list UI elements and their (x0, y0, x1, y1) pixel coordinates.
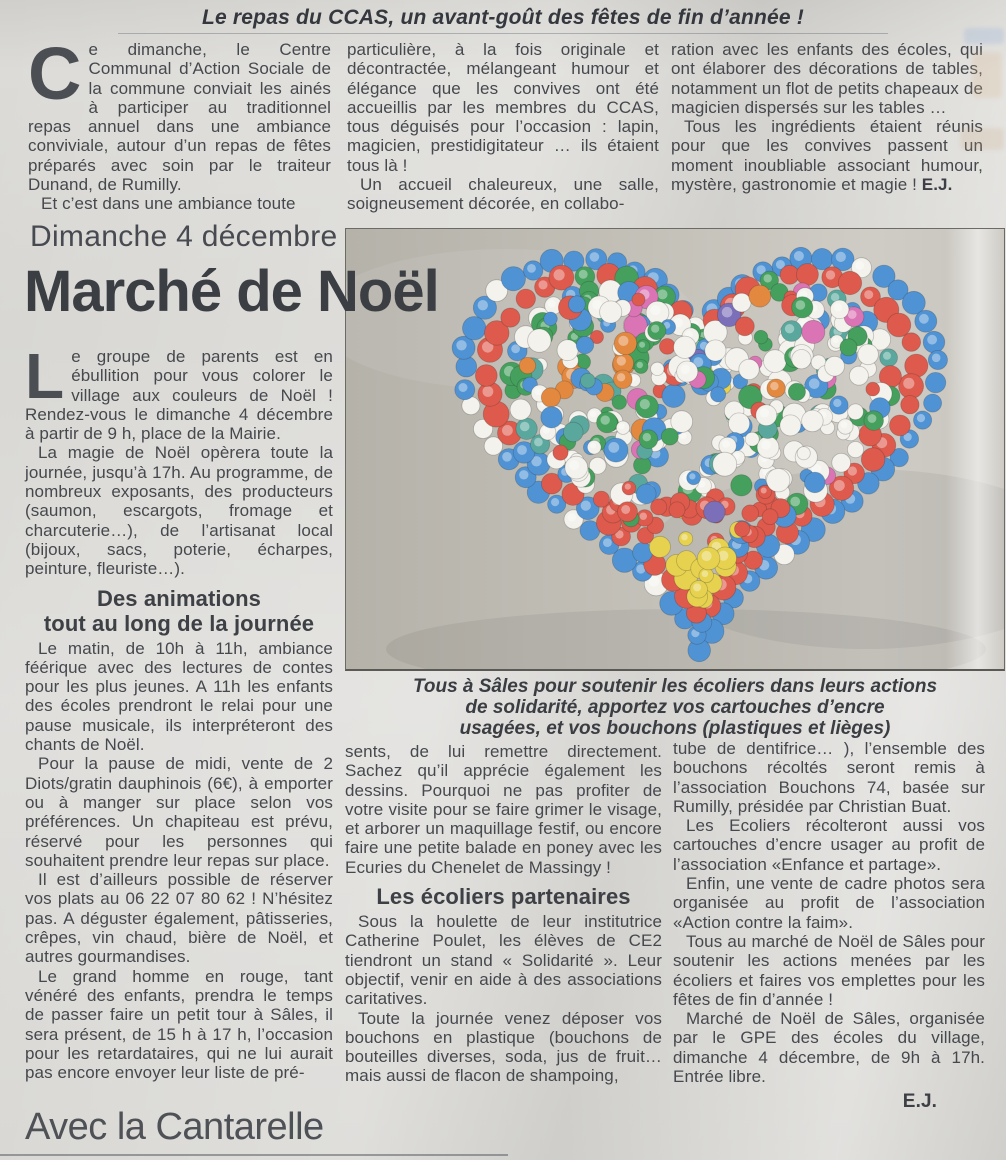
paragraph: Tous au marché de Noël de Sâles pour soutenir les actions menées par les écoliers et faires vos emplettes pour les fêtes de fin d’année ! (673, 931, 985, 1009)
section-subhead-ecoliers: Les écoliers partenaires (376, 884, 631, 910)
article-column-left (25, 340, 333, 1083)
intro-column-2 (347, 40, 659, 214)
print-bleedthrough-artifact (964, 28, 1004, 44)
strapline-rule (118, 33, 888, 34)
section-subhead-animations (25, 586, 333, 636)
article-column-middle (345, 742, 662, 1086)
paragraph: Marché de Noël de Sâles, organisée par le GPE des écoles du village, dimanche 4 décembre, de 9h à 17h. Entrée libre. (673, 1009, 985, 1087)
strapline: Le repas du CCAS, un avant-goût des fêtes de fin d’année ! (201, 6, 805, 29)
paragraph: Pour la pause de midi, vente de 2 Diots/gratin dauphinois (6€), à emporter ou à manger sur place selon vos préférences. Un chapiteau est prévu, réservé pour les personnes qui souhaitent prendre leur repas sur place. (25, 754, 333, 870)
caption-line: Tous à Sâles pour soutenir les écoliers dans leurs actions (412, 676, 938, 697)
paragraph-text: e groupe de parents est en ébullition pour vous colorer le village aux couleurs de Noël ! Rendez-vous le dimanche 4 décembre à partir de 9 h, place de la Mairie. (25, 347, 333, 444)
intro-column-1 (28, 32, 331, 214)
article-column-right (673, 739, 985, 1112)
page-title: Marché de Noël (24, 259, 439, 324)
author-initials: E.J. (921, 175, 953, 195)
drop-cap-l: L (25, 340, 65, 412)
subhead-line: Des animations (96, 585, 261, 611)
bottlecap-heart-photo (345, 228, 1005, 671)
paragraph (28, 32, 331, 195)
paragraph: Le grand homme en rouge, tant vénéré des enfants, prendra le temps de passer faire un petit tour à Sâles, il sera présent, de 15 h à 17 h, l’occasion pour les retardataires, qui ne lui aurait pas encore envoyer leur liste de pré- (25, 966, 333, 1083)
author-initials: E.J. (902, 1091, 937, 1113)
bottlecap-heart-illustration (346, 229, 1004, 669)
print-bleedthrough-artifact (972, 52, 1002, 98)
paragraph: La magie de Noël opèrera toute la journée, jusqu’à 17h. Au programme, de nombreux exposants, des producteurs (saumon, escargots, fromage et charcuterie…), de l’artisanat local (bijoux, sacs, poterie, écharpes, peinture, fleuriste…). (25, 443, 333, 579)
paragraph (671, 117, 983, 194)
paragraph: particulière, à la fois originale et décontractée, mélangeant humour et élégance que les convives ont été accueillis par les membres du CCAS, tous déguisés pour l’occasion : lapin, magicien, prestidigitateur … ils étaient tous là ! (347, 40, 659, 175)
paragraph: ration avec les enfants des écoles, qui ont élaborer des décorations de tables, notamment un flot de petits chapeaux de magicien dispersés sur les tables … (671, 40, 983, 117)
paragraph: Enfin, une vente de cadre photos sera organisée au profit de l’association «Action contre la faim». (673, 874, 985, 932)
caption-line: de solidarité, apportez vos cartouches d’encre (465, 697, 885, 718)
paragraph: Et c’est dans une ambiance toute (41, 194, 296, 214)
drop-cap-c: C (28, 32, 82, 115)
caption-line: usagées, et vos bouchons (plastiques et lièges) (459, 718, 891, 739)
intro-column-3 (671, 40, 983, 194)
paragraph: Un accueil chaleureux, une salle, soigneusement décorée, en collabo- (347, 175, 659, 214)
print-bleedthrough-artifact (960, 128, 1004, 150)
paragraph (25, 340, 333, 444)
paragraph: Sous la houlette de leur institutrice Catherine Poulet, les élèves de CE2 tiendront un stand « Solidarité ». Leur objectif, venir en aide à des associations caritatives. (345, 912, 662, 1009)
paragraph: Toute la journée venez déposer vos bouchons en plastique (bouchons de bouteilles diverses, soda, jus de fruit… mais aussi de flacon de shampoing, (345, 1008, 662, 1086)
paragraph: tube de dentifrice… ), l’ensemble des bouchons récoltés seront remis à l’association Bouchons 74, basée sur Rumilly, présidée par Christian Buat. (673, 739, 985, 816)
paragraph: Il est d’ailleurs possible de réserver vos plats au 06 22 07 80 62 ! N’hésitez pas. A déguster également, pâtisseries, crêpes, vin chaud, bière de Noël, et autres gourmandises. (25, 870, 333, 967)
subhead-line: tout au long de la journée (43, 610, 315, 636)
photo-caption (345, 676, 1005, 739)
bottom-rule (0, 1154, 508, 1156)
paragraph: Le matin, de 10h à 11h, ambiance féérique avec des lectures de contes pour les plus jeunes. A 11h les enfants des écoles prendront le relai pour une pause musicale, ils interpréteront des chants de Noël. (25, 638, 333, 755)
paragraph: sents, de lui remettre directement. Sachez qu’il apprécie également les dessins. Pourquoi ne pas profiter de votre visite pour se faire grimer le visage, et arborer un maquillage festif, ou encore faire une petite balade en poney avec les Ecuries du Chenelet de Massingy ! (345, 742, 662, 877)
paragraph-text: e dimanche, le Centre Communal d’Action Sociale de la commune conviait les ainés à participer au traditionnel repas annuel dans une ambiance conviviale, autour d’un repas de fêtes préparés avec soin par le traiteur Dunand, de Rumilly. (28, 40, 331, 195)
kicker: Dimanche 4 décembre (30, 220, 338, 253)
paragraph-text: Tous les ingrédients étaient réunis pour que les convives passent un moment inoubliable associant humour, mystère, gastronomie et magie ! (671, 117, 983, 195)
paragraph: Les Ecoliers récolteront aussi vos cartouches d’encre usager au profit de l’association «Enfance et partage». (673, 816, 985, 874)
next-article-heading: Avec la Cantarelle (25, 1106, 324, 1148)
